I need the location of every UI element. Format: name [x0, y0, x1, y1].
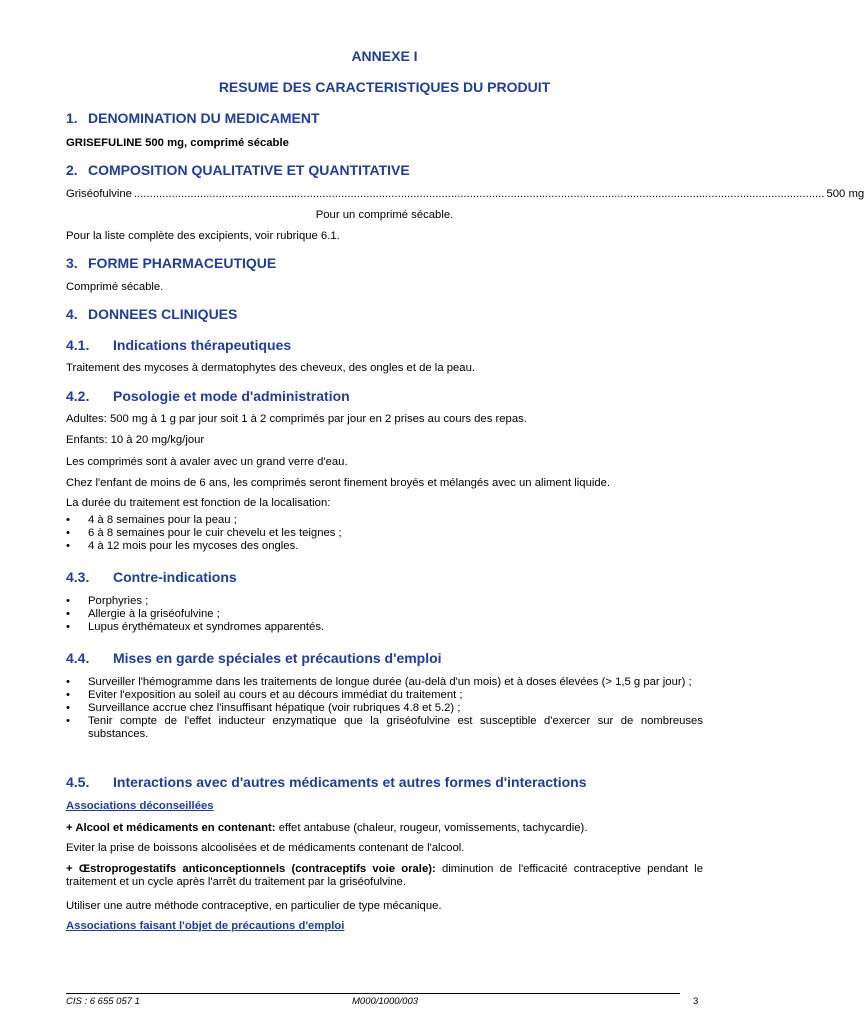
contraceptive-interaction: + Œstroprogestatifs anticonceptionnels (contraceptifs voie orale): diminution de l'efficacité contraceptive pendant le traitement et un cycle après l'arrêt du traitement par la griséofulvine.: [66, 863, 703, 888]
indications-text: Traitement des mycoses à dermatophytes des cheveux, des ongles et de la peau.: [66, 362, 476, 374]
duration-intro: La durée du traitement est fonction de la localisation:: [66, 497, 331, 509]
list-item: • Surveillance accrue chez l'insuffisant hépatique (voir rubriques 4.8 et 5.2) ;: [66, 702, 461, 714]
dosage-adults: Adultes: 500 mg à 1 g par jour soit 1 à 2 comprimés par jour en 2 prises au cours des repas.: [66, 413, 527, 425]
page-number: 3: [693, 996, 699, 1007]
section-4-heading: 4. DONNEES CLINIQUES: [66, 306, 238, 322]
section-4-5-heading: 4.5. Interactions avec d'autres médicaments et autres formes d'interactions: [66, 774, 587, 790]
section-4-1-heading: 4.1. Indications thérapeutiques: [66, 337, 292, 353]
footer-divider: [66, 993, 680, 994]
alcohol-interaction: + Alcool et médicaments en contenant: effet antabuse (chaleur, rougeur, vomissements, tachycardie).: [66, 822, 588, 834]
annex-title: ANNEXE I: [351, 48, 418, 64]
section-1-heading: 1. DENOMINATION DU MEDICAMENT: [66, 110, 320, 126]
list-item: • 4 à 12 mois pour les mycoses des ongles.: [66, 540, 299, 552]
per-unit-text: Pour un comprimé sécable.: [315, 209, 454, 221]
footer-cis: CIS : 6 655 057 1: [66, 996, 140, 1007]
section-3-heading: 3. FORME PHARMACEUTIQUE: [66, 255, 277, 271]
list-item: • 4 à 8 semaines pour la peau ;: [66, 514, 237, 526]
swallow-instruction: Les comprimés sont à avaler avec un grand verre d'eau.: [66, 456, 348, 468]
alternative-contraception-text: Utiliser une autre méthode contraceptive, en particulier de type mécanique.: [66, 900, 442, 912]
pharmaceutical-form: Comprimé sécable.: [66, 281, 164, 293]
list-item: • Surveiller l'hémogramme dans les traitements de longue durée (au-delà d'un mois) et à doses élevées (> 1,5 g par jour) ;: [66, 676, 692, 688]
document-title: RESUME DES CARACTERISTIQUES DU PRODUIT: [218, 79, 551, 95]
leader-dots: ............................................................................................................................................................................................................................: [133, 188, 825, 200]
substance-amount: 500 mg: [826, 188, 864, 200]
list-item: • Lupus érythémateux et syndromes apparentés.: [66, 621, 325, 633]
under-6-instruction: Chez l'enfant de moins de 6 ans, les comprimés seront finement broyés et mélangés avec un aliment liquide.: [66, 477, 611, 489]
contraindications-list: [66, 595, 703, 634]
associations-deconseillees-link[interactable]: Associations déconseillées: [66, 800, 214, 812]
product-name: GRISEFULINE 500 mg, comprimé sécable: [66, 137, 289, 149]
avoid-alcohol-text: Eviter la prise de boissons alcoolisées et de médicaments contenant de l'alcool.: [66, 842, 465, 854]
list-item: • Tenir compte de l'effet inducteur enzymatique que la griséofulvine est susceptible d'exercer sur de nombreuses substances.: [66, 715, 703, 740]
section-4-4-heading: 4.4. Mises en garde spéciales et précautions d'emploi: [66, 650, 442, 666]
excipients-text: Pour la liste complète des excipients, voir rubrique 6.1.: [66, 230, 340, 242]
warnings-list: [66, 676, 703, 741]
list-item: • Allergie à la griséofulvine ;: [66, 608, 220, 620]
section-4-3-heading: 4.3. Contre-indications: [66, 569, 237, 585]
associations-precautions-link[interactable]: Associations faisant l'objet de précautions d'emploi: [66, 920, 345, 932]
section-4-2-heading: 4.2. Posologie et mode d'administration: [66, 388, 350, 404]
duration-list: [66, 514, 703, 553]
section-2-heading: 2. COMPOSITION QUALITATIVE ET QUANTITATIVE: [66, 162, 410, 178]
list-item: • Eviter l'exposition au soleil au cours et au décours immédiat du traitement ;: [66, 689, 463, 701]
footer-code: M000/1000/003: [352, 996, 419, 1007]
list-item: • Porphyries ;: [66, 595, 149, 607]
substance-name: Griséofulvine: [66, 188, 132, 200]
list-item: • 6 à 8 semaines pour le cuir chevelu et les teignes ;: [66, 527, 342, 539]
composition-row: [66, 188, 864, 201]
dosage-children: Enfants: 10 à 20 mg/kg/jour: [66, 434, 205, 446]
